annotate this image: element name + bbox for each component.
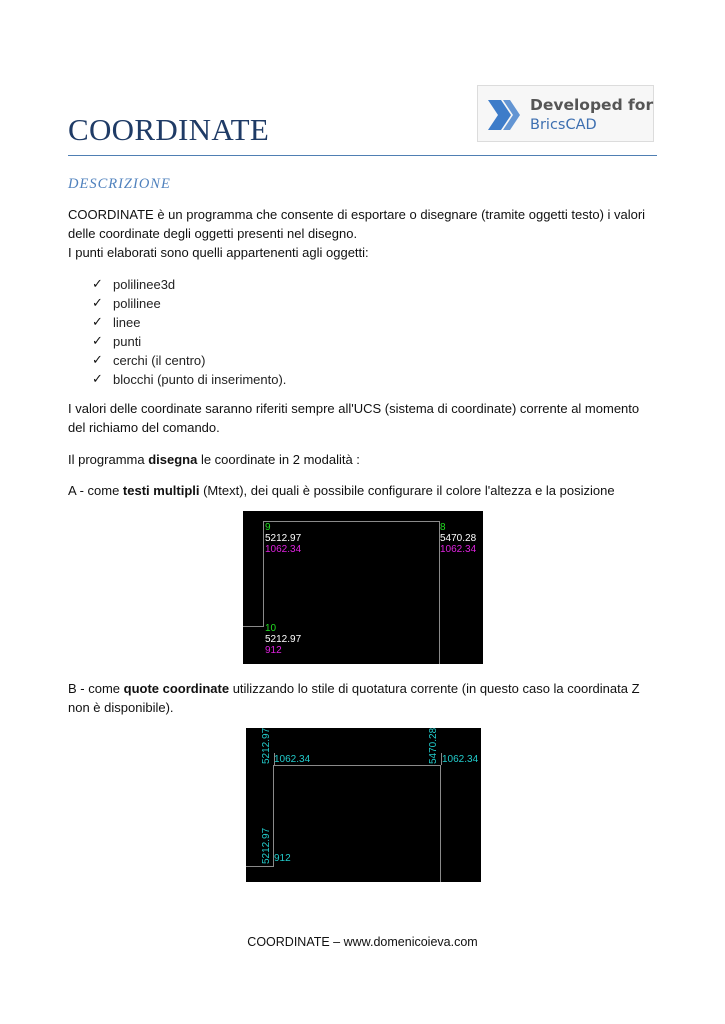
bricscad-logo-icon	[486, 98, 522, 132]
polyline-bottom-stub	[246, 866, 274, 867]
point-x-label: 5212.97	[265, 533, 302, 544]
dimension-x-label: 5470.28	[428, 728, 439, 764]
polyline-bottom-stub	[243, 626, 264, 627]
polyline-left	[273, 765, 274, 867]
point-x-label: 5212.97	[265, 634, 302, 645]
point-index-label: 10	[265, 623, 277, 634]
badge-line1: Developed for	[530, 96, 654, 114]
check-icon: ✓	[92, 334, 103, 349]
check-icon: ✓	[92, 372, 103, 387]
point-index-label: 8	[440, 522, 446, 533]
check-icon: ✓	[92, 315, 103, 330]
section-heading: DESCRIZIONE	[68, 176, 171, 192]
point-y-label: 912	[265, 645, 282, 656]
objects-list	[92, 275, 286, 389]
dimension-y-label: 1062.34	[442, 754, 479, 765]
polyline-top	[263, 521, 439, 522]
point-x-label: 5470.28	[440, 533, 477, 544]
dimension-y-label: 1062.34	[274, 754, 311, 765]
polyline-right	[440, 765, 441, 882]
list-item: ✓ cerchi (il centro)	[92, 353, 206, 368]
page-footer: COORDINATE – www.domenicoieva.com	[247, 935, 478, 949]
point-y-label: 1062.34	[440, 544, 477, 555]
check-icon: ✓	[92, 277, 103, 292]
intro-points-line: I punti elaborati sono quelli appartenenti agli oggetti:	[68, 245, 369, 260]
list-item: ✓ punti	[92, 334, 142, 349]
polyline-left	[263, 521, 264, 626]
point-index-label: 9	[265, 522, 271, 533]
badge-line2: BricsCAD	[530, 117, 597, 133]
title-divider	[68, 155, 657, 156]
intro-paragraph: COORDINATE è un programma che consente di esportare o disegnare (tramite oggetti testo) i valori delle coordinate degli oggetti presenti nel disegno.	[68, 207, 646, 241]
check-icon: ✓	[92, 296, 103, 311]
page-title: COORDINATE	[68, 112, 270, 147]
list-item: ✓ linee	[92, 315, 141, 330]
mode-a-description: A - come testi multipli (Mtext), dei quali è possibile configurare il colore l'altezza e la posizione	[68, 483, 615, 498]
point-y-label: 1062.34	[265, 544, 302, 555]
mtext-example-image	[243, 511, 483, 664]
list-item: ✓ blocchi (punto di inserimento).	[92, 372, 287, 387]
dimension-x-label: 5212.97	[261, 827, 272, 864]
dimension-example-image	[246, 728, 481, 882]
polyline-top	[273, 765, 441, 766]
mode-b-description: B - come quote coordinate utilizzando lo stile di quotatura corrente (in questo caso la coordinata Z non è disponibile).	[68, 681, 640, 715]
bricscad-badge	[477, 85, 654, 142]
ucs-note: I valori delle coordinate saranno riferiti sempre all'UCS (sistema di coordinate) corrente al momento del richiamo del comando.	[68, 401, 640, 435]
check-icon: ✓	[92, 353, 103, 368]
dimension-x-label: 5212.97	[261, 728, 272, 764]
list-item: ✓ polilinee3d	[92, 277, 176, 292]
list-item: ✓ polilinee	[92, 296, 161, 311]
modes-intro: Il programma disegna le coordinate in 2 modalità :	[68, 452, 360, 467]
dimension-y-label: 912	[274, 853, 291, 864]
